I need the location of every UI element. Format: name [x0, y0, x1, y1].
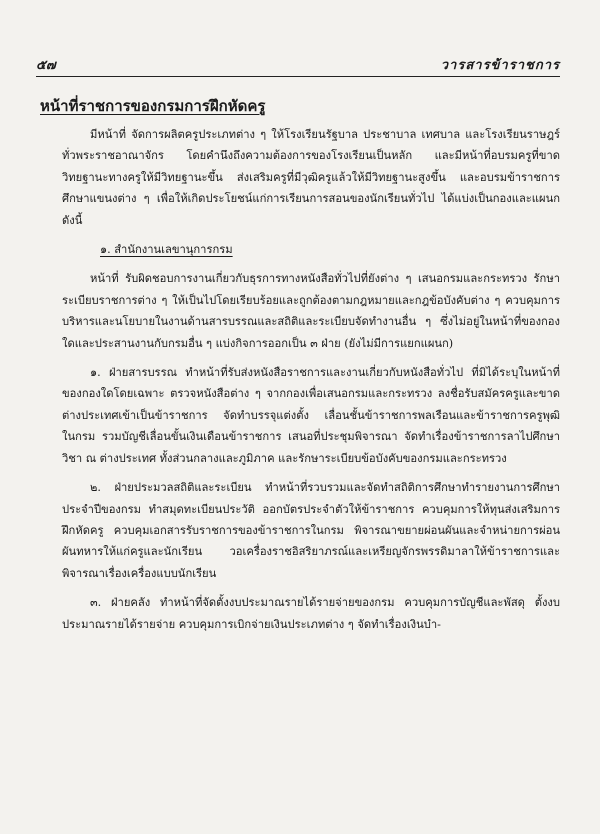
header-rule: [36, 76, 560, 77]
document-body: [62, 124, 560, 635]
page-title: หน้าที่ราชการของกรมการฝึกหัดครู: [40, 97, 266, 115]
page-number: ๕๗: [36, 58, 56, 73]
subsection-paragraph: ๒. ฝ่ายประมวลสถิติและระเบียน ทำหน้าที่รวบรวมและจัดทำสถิติการศึกษาทำรายงานการศึกษาประจำปีของกรม ทำสมุดทะเบียนประวัติ ออกบัตรประจำตัวให้ข้าราชการ ควบคุมการให้ทุนส่งเสริมการฝึกหัดครู ควบคุมเอกสารรับราชการของข้าราชการในกรม พิจารณาขยายผ่อนผันและจำหน่ายการผ่อนผันทหารให้แก่ครูและนักเรียน วอเครื่องราชอิสริยาภรณ์และเหรียญจักรพรรดิมาลาให้ข้าราชการและพิจารณาเรื่องเครื่องแบบนักเรียน: [62, 481, 560, 580]
subsection-paragraph: ๓. ฝ่ายคลัง ทำหน้าที่จัดตั้งงบประมาณรายได้รายจ่ายของกรม ควบคุมการบัญชีและพัสดุ ตั้งงบประมาณรายได้รายจ่าย ควบคุมการเบิกจ่ายเงินประเภทต่าง ๆ จัดทำเรื่องเงินบำ-: [62, 596, 560, 631]
section-paragraph: หน้าที่ รับผิดชอบการงานเกี่ยวกับธุรการทางหนังสือทั่วไปที่ยังต่าง ๆ เสนอกรมและกระทรวง รักษาระเบียบราชการต่าง ๆ ให้เป็นไปโดยเรียบร้อยและถูกต้องตามกฎหมายและกฎข้อบังคับต่าง ๆ ควบคุมการบริหารและนโยบายในงานด้านสารบรรณและสถิติและระเบียบจัดทำงานอื่น ๆ ซึ่งไม่อยู่ในหน้าที่ของกองใดและประสานงานกับกรมอื่น ๆ แบ่งกิจการออกเป็น ๓ ฝ่าย (ยังไม่มีการแยกแผนก): [62, 272, 560, 350]
journal-title: วารสารข้าราชการ: [440, 58, 560, 73]
page-header: [36, 54, 560, 72]
section-heading: ๑. สำนักงานเลขานุการกรม: [100, 243, 233, 257]
intro-paragraph: มีหน้าที่ จัดการผลิตครูประเภทต่าง ๆ ให้โรงเรียนรัฐบาล ประชาบาล เทศบาล และโรงเรียนราษฎร์ ทั่วพระราชอาณาจักร โดยคำนึงถึงความต้องการของโรงเรียนเป็นหลัก และมีหน้าที่อบรมครูที่ขาดวิทยฐานะทางครูให้มีวิทยฐานะขึ้น ส่งเสริมครูที่มีวุฒิครูแล้วให้มีวิทยฐานะสูงขึ้น และอบรมข้าราชการศึกษาแขนงต่าง ๆ เพื่อให้เกิดประโยชน์แก่การเรียนการสอนของนักเรียนทั่วไป ได้แบ่งเป็นกองและแผนกดังนี้: [62, 128, 560, 227]
subsection-paragraph: ๑. ฝ่ายสารบรรณ ทำหน้าที่รับส่งหนังสือราชการและงานเกี่ยวกับหนังสือทั่วไป ที่มิได้ระบุในหน้าที่ของกองใดโดยเฉพาะ ตรวจหนังสือต่าง ๆ จากกองเพื่อเสนอกรมและกระทรวง ลงชื่อรับสมัครครูและขาดต่างประเทศเข้าเป็นข้าราชการ จัดทำบรรจุแต่งตั้ง เลื่อนชั้นข้าราชการพลเรือนและข้าราชการครูพุฒิในกรม รวมบัญชีเลื่อนขั้นเงินเดือนข้าราชการ เสนอที่ประชุมพิจารณา จัดทำเรื่องข้าราชการลาไปศึกษาวิชา ณ ต่างประเทศ ทั้งส่วนกลางและภูมิภาค และรักษาระเบียบข้อบังคับของกรมและกระทรวง: [62, 366, 560, 465]
